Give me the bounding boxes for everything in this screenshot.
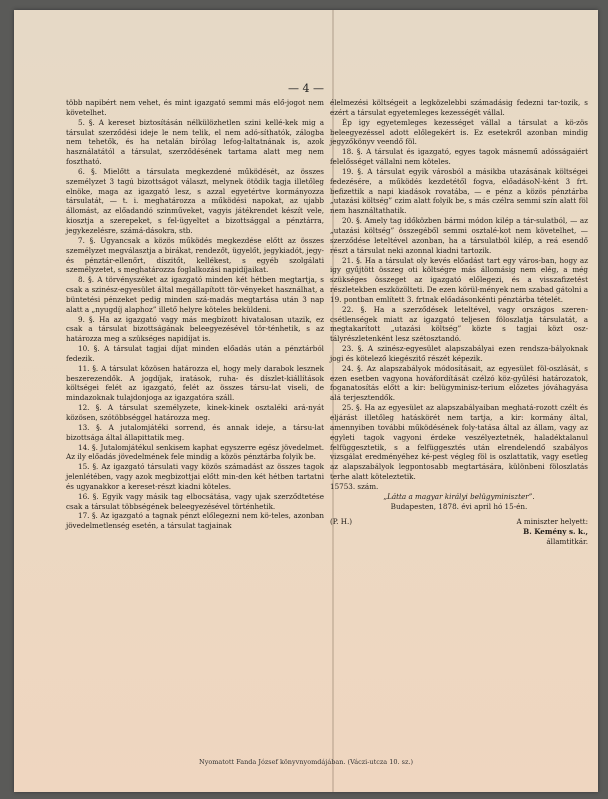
paragraph: több napibért nem vehet, és mint igazgató semmi más elő-jogot nem követelhet. (66, 98, 324, 117)
signature (516, 517, 588, 547)
paragraph: 10. §. A társulat tagjai díjat minden előadás után a pénztárból fedezik. (66, 344, 324, 363)
paragraph: 21. §. Ha a társulat oly kevés előadást tart egy város-ban, hogy az igy gyűjtött összeg oti költségre más állomásig nem elég, a még szükséges összeget az igazgató előlegezi, és a visszafizetést részletekben eszközölteti. De ezen körül-mények nem szabad gátolni a 19. pontban említett 3. frtnak előadásonkénti pénztárba tételét. (330, 255, 588, 304)
right-column (330, 98, 588, 547)
paragraph: 5. §. A kereset biztosításán nélkülözhetlen szini kellé-kek mig a társulat szerződési ideje le nem telik, el nem adó-síthatók, zálogba nem tehetők, és ha netalán bírólag lefog-laltatnának is, azok használatától a társulat, szerződésének tartama alatt meg nem fosztható. (66, 117, 324, 167)
paragraph: 16. §. Egyik vagy másik tag elbocsátása, vagy ujak szerződtetése csak a társulat többségének beleegyezésével történhetik. (66, 491, 324, 511)
paragraph: 6. §. Mielőtt a társulata megkezdené működését, az összes személyzet 3 tagú bizottságot választ, melynek ötödik tagja illetőleg elnöke, maga az igazgató lesz, s azzal egyetértve kormányozza társulatát, — t. i. meghatározza a működési napokat, az ujabb állomást, az előadandó szinműveket, vagyis játékrendet készít vele, kiosztja a szerepeket, s fel-ügyeltet a bizottsággal a pénztárra, jegykezelésre, számá-dásokra, stb. (66, 166, 324, 235)
signature-role: államtitkár. (546, 537, 588, 547)
document-page (14, 10, 598, 792)
paragraph: 18. §. A társulat és igazgató, egyes tagok másnemű adósságaiért felelősséget vállalni nem köteles. (330, 147, 588, 167)
paragraph: 8. §. A törvényszéket az igazgató minden két hétben megtartja, s csak a szinész-egyesület által megállapított tör-vényeket használhat, a büntetési pénzeket pedig minden szá-madás megtartása után 3 nap alatt a „nyugdíj alaphoz” illető helyre köteles beküldeni. (66, 275, 324, 314)
paragraph: 20. §. Amely tag időközben bármi módon kilép a tár-sulatból, — az „utazási költség” összegéből semmi osztalé-kot nem követelhet, — szerződése leteltével azonban, ha a társulatból kilép, a reá esendő részt a társulat neki azonnal kiadni tartozik. (330, 216, 588, 255)
paragraph: 23. §. A szinész-egyesület alapszabályai ezen rendsza-bályoknak jogi és kötelező kiegészitő részét képezik. (330, 344, 588, 363)
paragraph: 17. §. Az igazgató a tagnak pénzt előlegezni nem kö-teles, azonban jövedelmetlenség esetén, a társulat tagjainak (66, 511, 324, 531)
paragraph: 7. §. Ugyancsak a közös működés megkezdése előtt az összes személyzet megválasztja a birákat, rendezőt, ügyelőt, jegykiadót, jegy- és pénztár-ellenőrt, díszitőt, kellékest, s egyéb szolgálati személyzetet, s meghatározza foglalkozási napidíjaikat. (66, 235, 324, 275)
paragraph: 24. §. Az alapszabályok módosításait, az egyesület föl-oszlását, s ezen esetben vagyona hováfordítását czélzó köz-gyűlési határozatok, foganatosítás előtt a kir: belügyminisz-terium előzetes jóváhagyása alá terjesztendők. (330, 363, 588, 403)
date-line: Budapesten, 1878. évi april hó 15-én. (390, 501, 528, 511)
paragraph: 22. §. Ha a szerződések leteltével, vagy országos szeren-csétlenségek miatt az igazgató teljesen föloszlatja társulatát, a megtakarított „utazási költség” közte s tagjai közt osz-tályrészletenként lesz szétosztandó. (330, 304, 588, 344)
paragraph: 15. §. Az igazgató társulati vagy közös számadást az összes tagok jelenlétében, vagy azok megbizottjai előtt min-den két hétben tartatni és ugyanakkor a kereset-részt kiadni köteles. (66, 462, 324, 491)
paragraph: 9. §. Ha az igazgató vagy más megbízott hivatalosan utazik, ez csak a társulat bizottságának beleegyezésével tör-ténhetik, s az határozza meg a szükséges napidíjat is. (66, 314, 324, 344)
paragraph: 19. §. A társulat egyik városból a másikba utazásának költségei fedezésére, a működés kezdetétől fogva, előadásoN-ként 3 frt. befizettik a napi kiadások rovatába, — e pénz a közös pénztárba „utazási költség” czim alatt folyik be, s más czélra semmi szín alatt föl nem használtathatik. (330, 166, 588, 216)
paragraph: 25. §. Ha az egyesület az alapszabályaiban meghatá-rozott czélt és eljárást illetőleg hatáskörét nem tartja, a kir: kormány által, amennyiben további működésének foly-tatása által az állam, vagy az egyleti tagok vagyoni érdeke veszélyeztetnék, haladéktalanul felfüggesztetik, s a felfüggesztés után elrendelendő szabályos vizsgálat eredményéhez ké-pest végleg föl is oszlattatik, vagy esetleg az alapszabályok legpontosabb megtartására, különbeni föloszlatás terhe alatt köteleztetik. (330, 403, 588, 482)
page-number: — 4 — (288, 82, 324, 95)
signature-block (330, 517, 588, 547)
left-column (66, 98, 324, 531)
paragraph: 14. §. Jutalomjátékul senkisem kaphat egyszerre egész jövedelmet. Az ily előadás jövedelmének fele mindig a közös pénztárba folyik be. (66, 442, 324, 462)
signature-name: B. Kemény s. k., (523, 527, 588, 537)
approval-line: „Látta a magyar királyi belügyminiszter”. (383, 491, 535, 501)
paragraph: 12. §. A társulat személyzete, kinek-kinek osztaléki ará-nyát közösen, szótöbbséggel határozza meg. (66, 403, 324, 422)
registry-number: 15753. szám. (330, 481, 379, 491)
printer-footer: Nyomatott Fanda József könyvnyomdájában. (Váczi-utcza 10. sz.) (199, 758, 413, 766)
signature-title: A miniszter helyett: (516, 517, 588, 527)
paragraph: 11. §. A társulat közösen határozza el, hogy mely darabok lesznek beszerezendők. A jogdíjak, iratások, ruha- és díszlet-kiállítások költségei felét az igazgató, felét az összes társu-lat viseli, de mindazoknak tulajdonjoga az igazgatóra száll. (66, 363, 324, 403)
paragraph: Ép igy egyetemleges kezességet vállal a társulat a kö-zös beleegyezéssel adott előlegekért is. Ez esetekről azonban mindig jegyzőkönyv veendő föl. (330, 117, 588, 147)
paragraph: 13. §. A jutalomjátéki sorrend, és annak ideje, a társu-lat bizottsága által állapittatik meg. (66, 422, 324, 442)
paragraph: élelmezési költségeit a legközelebbi számadásig fedezni tar-tozik, s ezért a társulat egyetemleges kezességét vállal. (330, 98, 588, 117)
seal-mark: (P. H.) (330, 517, 353, 527)
